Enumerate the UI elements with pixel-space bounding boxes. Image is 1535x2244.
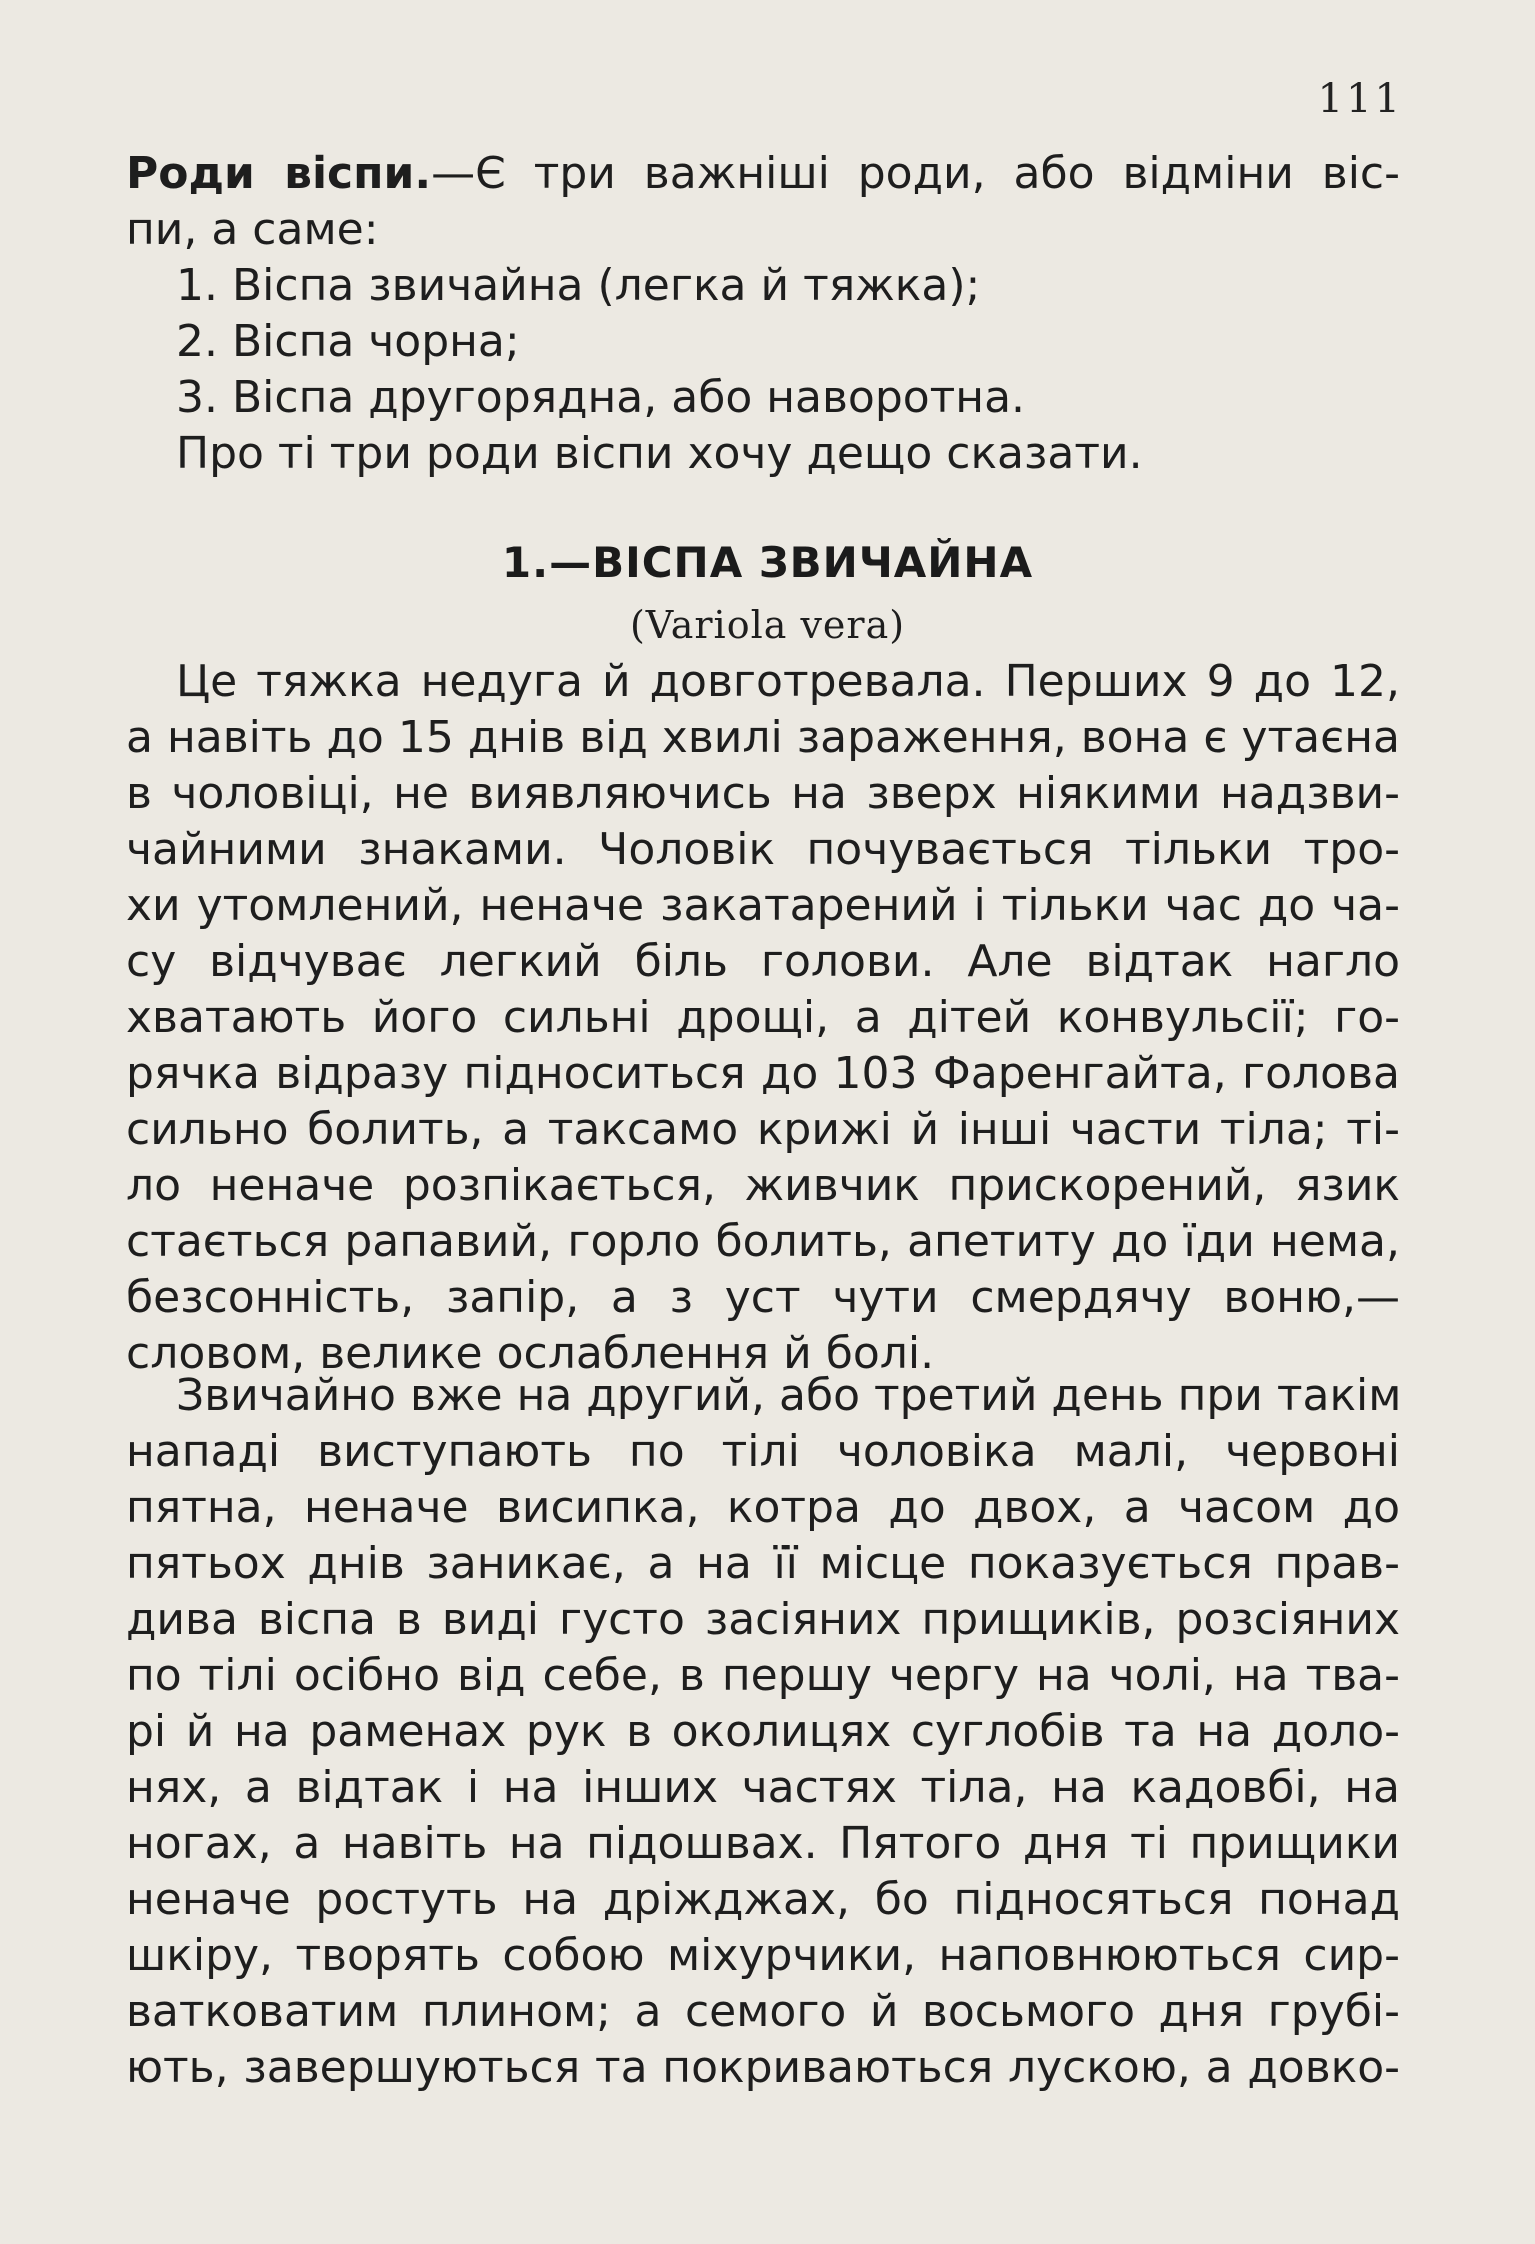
text-line: нях, а відтак і на інших частях тіла, на кадовбі, на bbox=[126, 1762, 1400, 1813]
text-line: ватковатим плином; а семого й восьмого дня грубі- bbox=[126, 1986, 1400, 2037]
text-line: а навіть до 15 днів від хвилі зараження, вона є утаєна bbox=[126, 712, 1400, 763]
list-item-1: 1. Віспа звичайна (легка й тяжка); bbox=[176, 260, 981, 311]
text-line: хватають його сильні дрощі, а дітей конвульсії; го- bbox=[126, 992, 1400, 1043]
text-line: ло неначе розпікається, живчик прискорений, язик bbox=[126, 1160, 1400, 1211]
intro-line-2: пи, а саме: bbox=[126, 204, 379, 255]
text-line: ногах, а навіть на підошвах. Пятого дня ті прищики bbox=[126, 1818, 1400, 1869]
intro-lead-rest: —Є три важніші роди, або відміни віс- bbox=[431, 148, 1400, 199]
text-line: ють, завершуються та покриваються лускою, а довко- bbox=[126, 2042, 1400, 2093]
text-line: стається рапавий, горло болить, апетиту до їди нема, bbox=[126, 1216, 1400, 1267]
list-item-2: 2. Віспа чорна; bbox=[176, 316, 520, 367]
text-line: безсонність, запір, а з уст чути смердячу воню,— bbox=[126, 1272, 1400, 1323]
text-line: хи утомлений, неначе закатарений і тільки час до ча- bbox=[126, 880, 1400, 931]
text-line: рі й на раменах рук в околицях суглобів та на доло- bbox=[126, 1706, 1400, 1757]
intro-closing: Про ті три роди віспи хочу дещо сказати. bbox=[176, 428, 1143, 479]
text-line: шкіру, творять собою міхурчики, наповнюються сир- bbox=[126, 1930, 1400, 1981]
intro-block bbox=[126, 146, 1400, 482]
page-number: 111 bbox=[1317, 76, 1403, 122]
text-line: пятна, неначе висипка, котра до двох, а часом до bbox=[126, 1482, 1400, 1533]
text-line: Звичайно вже на другий, або третий день при такім bbox=[176, 1370, 1402, 1421]
section-heading: 1.—ВІСПА ЗВИЧАЙНА bbox=[501, 538, 1034, 587]
intro-lead-bold: Роди віспи. bbox=[126, 148, 432, 199]
section-subheading: (Variola vera) bbox=[629, 603, 906, 647]
paragraph-1 bbox=[126, 654, 1400, 1382]
intro-lead-line bbox=[126, 146, 1400, 202]
text-line: в чоловіці, не виявляючись на зверх ніякими надзви- bbox=[126, 768, 1400, 819]
text-line: чайними знаками. Чоловік почувається тільки тро- bbox=[126, 824, 1400, 875]
text-line: нападі виступають по тілі чоловіка малі, червоні bbox=[126, 1426, 1400, 1477]
text-line: дива віспа в виді густо засіяних прищиків, розсіяних bbox=[126, 1594, 1400, 1645]
text-line: словом, велике ослаблення й болі. bbox=[126, 1328, 935, 1379]
text-line: Це тяжка недуга й довготревала. Перших 9 до 12, bbox=[176, 656, 1400, 707]
text-line: неначе ростуть на дріжджах, бо підносяться понад bbox=[126, 1874, 1400, 1925]
paragraph-2 bbox=[126, 1368, 1400, 2096]
text-line: су відчуває легкий біль голови. Але відтак нагло bbox=[126, 936, 1400, 987]
text-line: сильно болить, а таксамо крижі й інші части тіла; ті- bbox=[126, 1104, 1400, 1155]
text-line: по тілі осібно від себе, в першу чергу на чолі, на тва- bbox=[126, 1650, 1400, 1701]
text-line: пятьох днів заникає, а на її місце показується прав- bbox=[126, 1538, 1400, 1589]
list-item-3: 3. Віспа другорядна, або наворотна. bbox=[176, 372, 1026, 423]
text-line: рячка відразу підноситься до 103 Фаренгайта, голова bbox=[126, 1048, 1400, 1099]
